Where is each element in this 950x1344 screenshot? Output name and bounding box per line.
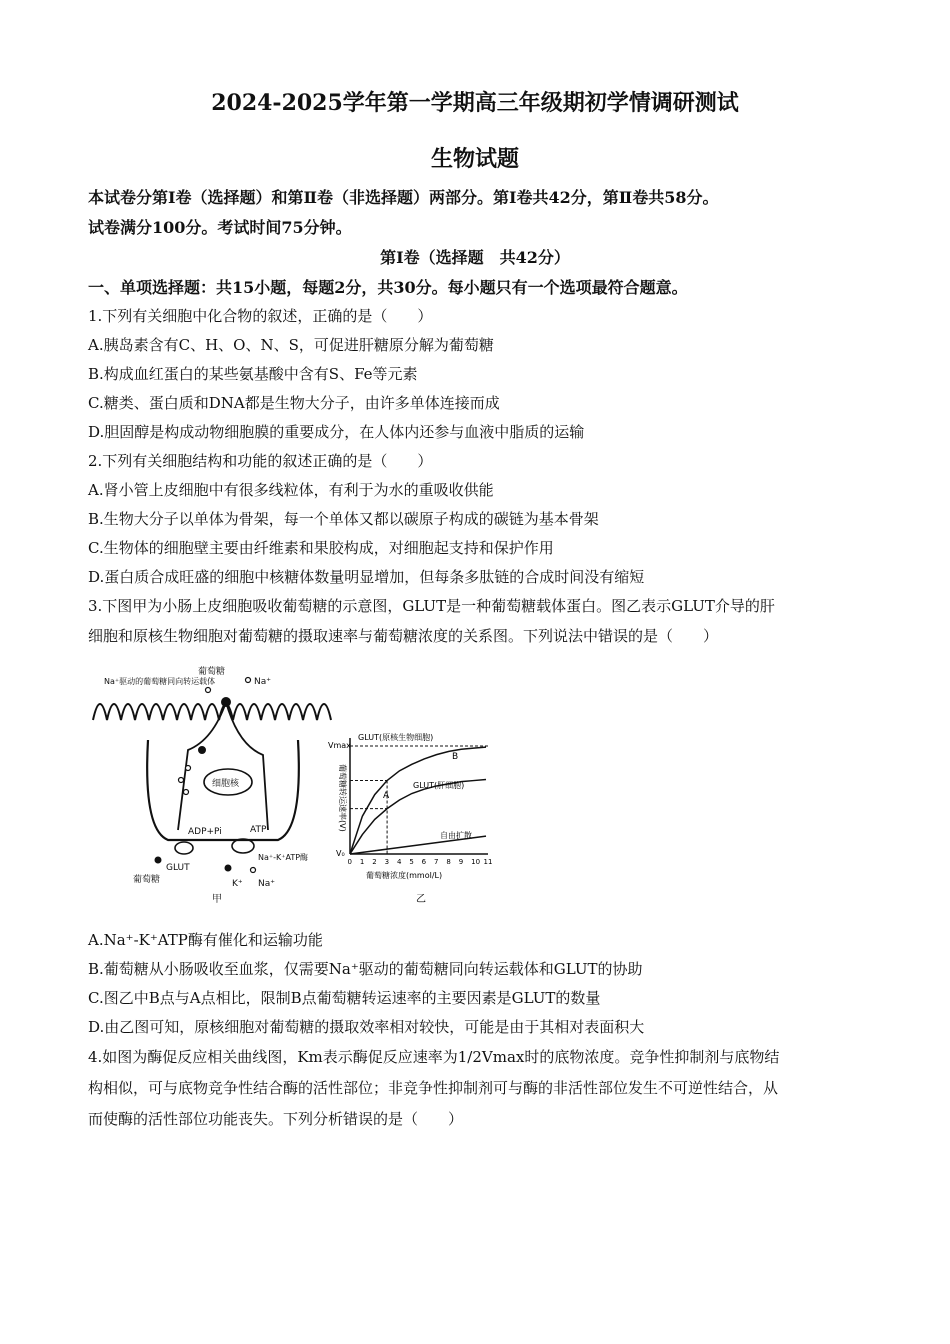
q3-option-a: A.Na⁺-K⁺ATP酶有催化和运输功能 (88, 931, 323, 949)
y-axis-label: 葡萄糖转运速率(V) (338, 764, 347, 832)
glucose-path (178, 702, 226, 830)
x-tick-label: 3 (384, 858, 390, 866)
x-tick-label: 4 (396, 858, 402, 866)
q2-stem: 2.下列有关细胞结构和功能的叙述正确的是（ ） (88, 452, 433, 470)
pump-label: Na⁺-K⁺ATP酶 (258, 853, 309, 862)
cotransporter-shape (222, 698, 230, 706)
q3-figure (88, 660, 508, 910)
q3-option-d: D.由乙图可知，原核细胞对葡萄糖的摄取效率相对较快，可能是由于其相对表面积大 (88, 1018, 645, 1036)
q4-stem-line-1: 4.如图为酶促反应相关曲线图，Km表示酶促反应速率为1/2Vmax时的底物浓度。竞争性抑制剂与底物结 (88, 1048, 780, 1066)
x-tick-label: 1 (359, 858, 365, 866)
q2-option-c: C.生物体的细胞壁主要由纤维素和果胶构成，对细胞起支持和保护作用 (88, 539, 554, 557)
x-tick-label: 11 (483, 858, 493, 866)
curve1-label: GLUT(原核生物细胞) (358, 733, 434, 742)
x-tick-label: 0 (347, 858, 352, 866)
x-tick-label: 10 (471, 858, 481, 866)
point-b-label: B (452, 752, 459, 762)
q4-stem-line-2: 构相似，可与底物竞争性结合酶的活性部位；非竞争性抑制剂可与酶的非活性部位发生不可逆性结合，从 (88, 1079, 779, 1097)
q2-option-b: B.生物大分子以单体为骨架，每一个单体又都以碳原子构成的碳链为基本骨架 (88, 510, 599, 528)
figure-jia-label: 甲 (212, 894, 222, 905)
nucleus-label: 细胞核 (212, 779, 240, 789)
q3-option-b: B.葡萄糖从小肠吸收至血浆，仅需要Na⁺驱动的葡萄糖同向转运载体和GLUT的协助 (88, 960, 643, 978)
x-tick-label: 7 (434, 858, 439, 866)
series-line-2 (350, 779, 486, 854)
transport-rate-chart (328, 732, 492, 905)
curve2-label: GLUT(肝细胞) (413, 781, 465, 790)
glucose-top-label: 葡萄糖 (198, 667, 226, 677)
q3-stem-line-1: 3.下图甲为小肠上皮细胞吸收葡萄糖的示意图，GLUT是一种葡萄糖载体蛋白。图乙表示GLUT介导的肝 (88, 597, 775, 615)
microvilli-membrane (93, 704, 331, 720)
glucose-bottom-label: 葡萄糖 (133, 875, 161, 885)
q1-option-c: C.糖类、蛋白质和DNA都是生物大分子，由许多单体连接而成 (88, 394, 500, 412)
q1-option-b: B.构成血红蛋白的某些氨基酸中含有S、Fe等元素 (88, 365, 418, 383)
cell-diagram (93, 678, 331, 873)
v0-label: V₀ (336, 849, 345, 858)
x-tick-label: 2 (372, 858, 377, 866)
na-top-label: Na⁺ (254, 677, 271, 687)
na-bottom-label: Na⁺ (258, 879, 275, 889)
glut-label: GLUT (166, 863, 190, 873)
cotransporter-label: Na⁺驱动的葡萄糖同向转运载体 (104, 677, 216, 686)
cell-outline (147, 740, 299, 840)
vmax-label: Vmax (328, 741, 351, 750)
x-tick-label: 5 (409, 858, 414, 866)
q1-option-d: D.胆固醇是构成动物细胞膜的重要成分，在人体内还参与血液中脂质的运输 (88, 423, 585, 441)
q3-stem-line-2: 细胞和原核生物细胞对葡萄糖的摄取速率与葡萄糖浓度的关系图。下列说法中错误的是（ ） (88, 627, 719, 645)
point-a-label: A (383, 791, 390, 801)
curve3-label: 自由扩散 (440, 831, 472, 840)
intro-line-2: 试卷满分100分。考试时间75分钟。 (88, 218, 352, 237)
exam-title: 2024-2025学年第一学期高三年级期初学情调研测试 (211, 90, 739, 116)
q4-stem-line-3: 而使酶的活性部位功能丧失。下列分析错误的是（ ） (88, 1110, 464, 1128)
q2-option-a: A.肾小管上皮细胞中有很多线粒体，有利于为水的重吸收供能 (88, 481, 494, 499)
glut-shape (175, 842, 193, 854)
adp-label: ADP+Pi (188, 827, 222, 837)
part-title: 一、单项选择题：共15小题，每题2分，共30分。每小题只有一个选项最符合题意。 (88, 278, 688, 297)
x-tick-label: 6 (421, 858, 427, 866)
q3-option-c: C.图乙中B点与A点相比，限制B点葡萄糖转运速率的主要因素是GLUT的数量 (88, 989, 601, 1007)
x-tick-label: 8 (446, 858, 451, 866)
x-tick-label: 9 (458, 858, 464, 866)
x-axis-label: 葡萄糖浓度(mmol/L) (366, 871, 443, 880)
volume-title: 第Ⅰ卷（选择题 共42分） (380, 248, 570, 267)
k-label: K⁺ (232, 879, 243, 889)
atp-label: ATP (250, 825, 267, 835)
q2-option-d: D.蛋白质合成旺盛的细胞中核糖体数量明显增加，但每条多肽链的合成时间没有缩短 (88, 568, 645, 586)
q1-stem: 1.下列有关细胞中化合物的叙述，正确的是（ ） (88, 307, 433, 325)
subject-title: 生物试题 (430, 146, 519, 172)
q1-option-a: A.胰岛素含有C、H、O、N、S，可促进肝糖原分解为葡萄糖 (88, 336, 494, 354)
figure-yi-label: 乙 (416, 894, 426, 905)
tick-layer (348, 858, 493, 866)
intro-line-1: 本试卷分第Ⅰ卷（选择题）和第Ⅱ卷（非选择题）两部分。第Ⅰ卷共42分，第Ⅱ卷共58分。 (88, 188, 719, 207)
